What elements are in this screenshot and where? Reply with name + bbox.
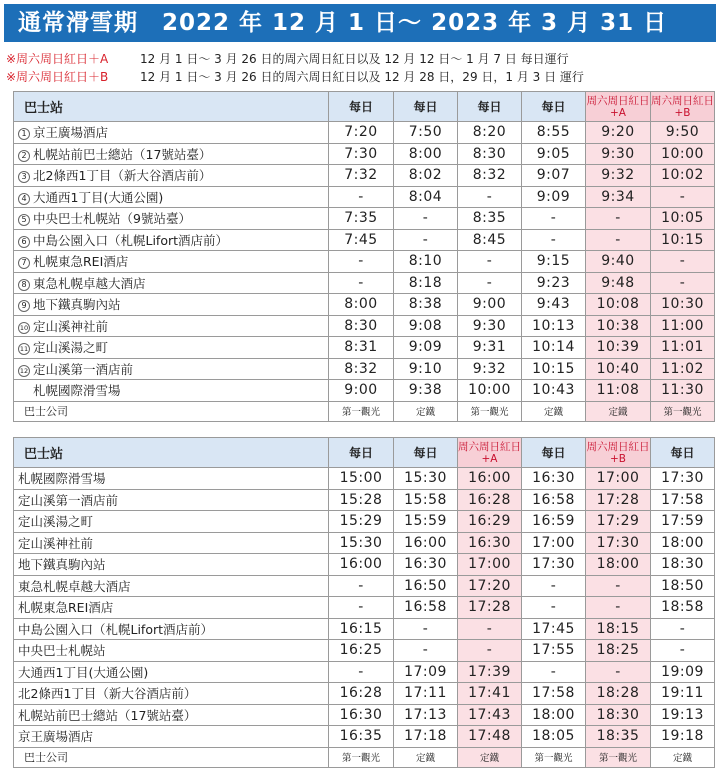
departure-time-cell: 18:00 bbox=[522, 704, 586, 726]
stop-name-cell bbox=[14, 704, 329, 726]
bus-company-cell: 定鐵 bbox=[458, 747, 522, 767]
stop-number-badge: 6 bbox=[18, 236, 30, 248]
departure-time-cell: - bbox=[586, 208, 651, 230]
departure-time-cell: - bbox=[458, 186, 522, 208]
stop-name-cell bbox=[14, 337, 329, 359]
stop-name: 札幌國際滑雪場 bbox=[18, 471, 106, 487]
table-row bbox=[14, 640, 715, 662]
departure-time-cell: - bbox=[329, 597, 394, 619]
service-column-header: 每日 bbox=[329, 92, 394, 122]
departure-time-cell: 9:40 bbox=[586, 251, 651, 273]
departure-time-cell: 7:45 bbox=[329, 229, 394, 251]
departure-time-cell: 10:00 bbox=[651, 143, 715, 165]
stop-name: 定山溪湯之町 bbox=[33, 340, 109, 356]
departure-time-cell: 9:23 bbox=[522, 272, 586, 294]
departure-time-cell: 16:35 bbox=[329, 726, 394, 748]
departure-time-cell: 18:30 bbox=[586, 704, 651, 726]
departure-time-cell: 17:18 bbox=[394, 726, 458, 748]
departure-time-cell: 9:34 bbox=[586, 186, 651, 208]
departure-time-cell: - bbox=[458, 640, 522, 662]
service-column-header: 每日 bbox=[651, 438, 715, 468]
departure-time-cell: 8:55 bbox=[522, 122, 586, 144]
stop-name: 定山溪湯之町 bbox=[18, 514, 94, 530]
departure-time-cell: - bbox=[586, 229, 651, 251]
departure-time-cell: - bbox=[522, 575, 586, 597]
stop-name-cell bbox=[14, 122, 329, 144]
stop-name: 東急札幌卓越大酒店 bbox=[33, 275, 146, 291]
departure-time-cell: 9:32 bbox=[586, 165, 651, 187]
stop-number-badge: 12 bbox=[19, 366, 29, 375]
departure-time-cell: 9:09 bbox=[522, 186, 586, 208]
stop-name-cell bbox=[14, 251, 329, 273]
departure-time-cell: 10:14 bbox=[522, 337, 586, 359]
departure-time-cell: 11:00 bbox=[651, 315, 715, 337]
departure-time-cell: 15:59 bbox=[394, 511, 458, 533]
departure-time-cell: 18:15 bbox=[586, 618, 651, 640]
stop-name: 定山溪第一酒店前 bbox=[33, 361, 134, 377]
departure-time-cell: 17:00 bbox=[522, 532, 586, 554]
stop-name-cell bbox=[14, 554, 329, 576]
stop-number-badge: 11 bbox=[19, 345, 29, 354]
stop-name-cell bbox=[14, 683, 329, 705]
departure-time-cell: 15:30 bbox=[329, 532, 394, 554]
departure-time-cell: 17:30 bbox=[586, 532, 651, 554]
departure-time-cell: 17:48 bbox=[458, 726, 522, 748]
departure-time-cell: 10:13 bbox=[522, 315, 586, 337]
bus-company-cell: 第一觀光 bbox=[586, 747, 651, 767]
stop-name: 中島公園入口（札幌Lifort酒店前） bbox=[33, 232, 229, 248]
stop-name: 地下鐵真駒內站 bbox=[18, 557, 106, 573]
departure-time-cell: 8:18 bbox=[394, 272, 458, 294]
departure-time-cell: 10:00 bbox=[458, 380, 522, 402]
departure-time-cell: 8:31 bbox=[329, 337, 394, 359]
departure-time-cell: 9:43 bbox=[522, 294, 586, 316]
table-row bbox=[14, 186, 715, 208]
departure-time-cell: - bbox=[329, 661, 394, 683]
stop-name: 中島公園入口（札幌Lifort酒店前） bbox=[18, 621, 214, 637]
departure-time-cell: 9:09 bbox=[394, 337, 458, 359]
note-b-text: 12 月 1 日～ 3 月 26 日的周六周日紅日以及 12 月 28 日，29 日，1 月 3 日 運行 bbox=[140, 70, 584, 84]
stop-number-badge: 1 bbox=[18, 128, 30, 140]
table-row bbox=[14, 229, 715, 251]
departure-time-cell: - bbox=[394, 229, 458, 251]
bus-company-cell: 第一觀光 bbox=[458, 401, 522, 421]
table-row bbox=[14, 554, 715, 576]
stop-number-badge: 10 bbox=[19, 323, 29, 332]
bus-company-row bbox=[14, 401, 715, 421]
stop-name: 札幌東急REI酒店 bbox=[18, 600, 114, 616]
departure-time-cell: 8:00 bbox=[394, 143, 458, 165]
departure-time-cell: 9:08 bbox=[394, 315, 458, 337]
note-b bbox=[6, 68, 716, 86]
stop-name: 地下鐵真駒內站 bbox=[33, 297, 121, 313]
departure-time-cell: 18:30 bbox=[651, 554, 715, 576]
service-column-header: 周六周日紅日 +B bbox=[651, 92, 715, 122]
departure-time-cell: 16:50 bbox=[394, 575, 458, 597]
departure-time-cell: - bbox=[394, 640, 458, 662]
departure-time-cell: 11:01 bbox=[651, 337, 715, 359]
service-column-header: 每日 bbox=[458, 92, 522, 122]
departure-time-cell: - bbox=[394, 208, 458, 230]
departure-time-cell: 17:59 bbox=[651, 511, 715, 533]
stop-name-cell bbox=[14, 165, 329, 187]
stop-name: 北2條西1丁目（新大谷酒店前） bbox=[18, 686, 197, 702]
stop-name-cell bbox=[14, 186, 329, 208]
stop-name-cell bbox=[14, 294, 329, 316]
departure-time-cell: 17:28 bbox=[458, 597, 522, 619]
departure-time-cell: 17:45 bbox=[522, 618, 586, 640]
departure-time-cell: 9:30 bbox=[586, 143, 651, 165]
table-row bbox=[14, 661, 715, 683]
departure-time-cell: 8:10 bbox=[394, 251, 458, 273]
departure-time-cell: 18:58 bbox=[651, 597, 715, 619]
departure-time-cell: - bbox=[458, 251, 522, 273]
departure-time-cell: 9:20 bbox=[586, 122, 651, 144]
stop-name-cell bbox=[14, 358, 329, 380]
departure-time-cell: 16:58 bbox=[394, 597, 458, 619]
stop-number-badge bbox=[18, 382, 30, 394]
stop-name-cell bbox=[14, 597, 329, 619]
departure-time-cell: 16:28 bbox=[458, 489, 522, 511]
stop-number-badge: 5 bbox=[18, 214, 30, 226]
table-row bbox=[14, 597, 715, 619]
bus-company-cell: 第一觀光 bbox=[522, 747, 586, 767]
departure-time-cell: 16:25 bbox=[329, 640, 394, 662]
departure-time-cell: 17:13 bbox=[394, 704, 458, 726]
departure-time-cell: 10:30 bbox=[651, 294, 715, 316]
departure-time-cell: - bbox=[586, 597, 651, 619]
departure-time-cell: 17:29 bbox=[586, 511, 651, 533]
departure-time-cell: 17:30 bbox=[522, 554, 586, 576]
table-row bbox=[14, 489, 715, 511]
stop-name: 京王廣場酒店 bbox=[33, 125, 109, 141]
departure-time-cell: 17:00 bbox=[458, 554, 522, 576]
stop-name-cell bbox=[14, 661, 329, 683]
departure-time-cell: 16:30 bbox=[329, 704, 394, 726]
departure-time-cell: 17:58 bbox=[522, 683, 586, 705]
departure-time-cell: 18:25 bbox=[586, 640, 651, 662]
departure-time-cell: 11:30 bbox=[651, 380, 715, 402]
stop-name: 札幌站前巴士總站（17號站臺） bbox=[33, 146, 212, 162]
note-a-text: 12 月 1 日～ 3 月 26 日的周六周日紅日以及 12 月 12 日～ 1 月 7 日 每日運行 bbox=[140, 52, 569, 66]
departure-time-cell: - bbox=[329, 575, 394, 597]
departure-time-cell: - bbox=[651, 640, 715, 662]
departure-time-cell: 10:40 bbox=[586, 358, 651, 380]
departure-time-cell: 9:00 bbox=[329, 380, 394, 402]
departure-time-cell: 17:11 bbox=[394, 683, 458, 705]
stop-name-cell bbox=[14, 575, 329, 597]
departure-time-cell: 16:00 bbox=[394, 532, 458, 554]
bus-company-cell: 定鐵 bbox=[586, 401, 651, 421]
departure-time-cell: 7:32 bbox=[329, 165, 394, 187]
departure-time-cell: - bbox=[394, 618, 458, 640]
bus-company-cell: 定鐵 bbox=[522, 401, 586, 421]
departure-time-cell: - bbox=[522, 208, 586, 230]
departure-time-cell: - bbox=[522, 597, 586, 619]
departure-time-cell: 8:45 bbox=[458, 229, 522, 251]
departure-time-cell: 8:00 bbox=[329, 294, 394, 316]
stop-name: 京王廣場酒店 bbox=[18, 729, 94, 745]
note-a bbox=[6, 50, 716, 68]
departure-time-cell: 9:32 bbox=[458, 358, 522, 380]
stop-name: 定山溪神社前 bbox=[33, 318, 109, 334]
departure-time-cell: - bbox=[651, 251, 715, 273]
page-title: 通常滑雪期 2022 年 12 月 1 日～ 2023 年 3 月 31 日 bbox=[4, 4, 716, 42]
departure-time-cell: 8:04 bbox=[394, 186, 458, 208]
departure-time-cell: 9:07 bbox=[522, 165, 586, 187]
stop-name: 中央巴士札幌站 bbox=[18, 643, 106, 659]
departure-time-cell: 16:58 bbox=[522, 489, 586, 511]
departure-time-cell: 17:20 bbox=[458, 575, 522, 597]
bus-company-label: 巴士公司 bbox=[14, 401, 329, 421]
departure-time-cell: 18:00 bbox=[586, 554, 651, 576]
stop-name: 定山溪第一酒店前 bbox=[18, 492, 119, 508]
service-column-header: 每日 bbox=[394, 92, 458, 122]
table-row bbox=[14, 683, 715, 705]
return-timetable bbox=[13, 437, 715, 768]
table-row bbox=[14, 165, 715, 187]
departure-time-cell: - bbox=[586, 661, 651, 683]
departure-time-cell: 9:31 bbox=[458, 337, 522, 359]
departure-time-cell: 9:50 bbox=[651, 122, 715, 144]
departure-time-cell: - bbox=[329, 272, 394, 294]
service-column-header: 周六周日紅日 +A bbox=[586, 92, 651, 122]
departure-time-cell: - bbox=[329, 186, 394, 208]
departure-time-cell: 17:43 bbox=[458, 704, 522, 726]
departure-time-cell: 16:30 bbox=[458, 532, 522, 554]
departure-time-cell: 10:08 bbox=[586, 294, 651, 316]
outbound-timetable bbox=[13, 91, 715, 422]
table-row bbox=[14, 143, 715, 165]
departure-time-cell: 11:08 bbox=[586, 380, 651, 402]
departure-time-cell: 8:30 bbox=[329, 315, 394, 337]
departure-time-cell: 9:30 bbox=[458, 315, 522, 337]
stop-name: 定山溪神社前 bbox=[18, 535, 94, 551]
stop-name-cell bbox=[14, 208, 329, 230]
note-b-label: ※周六周日紅日＋B bbox=[6, 70, 109, 84]
departure-time-cell: 9:05 bbox=[522, 143, 586, 165]
service-column-header: 周六周日紅日 +B bbox=[586, 438, 651, 468]
note-a-label: ※周六周日紅日＋A bbox=[6, 52, 109, 66]
table-row bbox=[14, 294, 715, 316]
table-row bbox=[14, 337, 715, 359]
stop-column-header: 巴士站 bbox=[14, 92, 329, 122]
stop-number-badge: 4 bbox=[18, 193, 30, 205]
bus-company-cell: 第一觀光 bbox=[329, 401, 394, 421]
departure-time-cell: 18:05 bbox=[522, 726, 586, 748]
departure-time-cell: 17:09 bbox=[394, 661, 458, 683]
table-row bbox=[14, 358, 715, 380]
departure-time-cell: 7:50 bbox=[394, 122, 458, 144]
departure-time-cell: 9:15 bbox=[522, 251, 586, 273]
stop-name: 大通西1丁目(大通公園) bbox=[33, 189, 164, 205]
departure-time-cell: 8:32 bbox=[458, 165, 522, 187]
departure-time-cell: - bbox=[522, 229, 586, 251]
bus-company-cell: 第一觀光 bbox=[329, 747, 394, 767]
departure-time-cell: 17:41 bbox=[458, 683, 522, 705]
departure-time-cell: 19:11 bbox=[651, 683, 715, 705]
departure-time-cell: - bbox=[329, 251, 394, 273]
table-row bbox=[14, 122, 715, 144]
stop-name: 北2條西1丁目（新大谷酒店前） bbox=[33, 168, 212, 184]
departure-time-cell: 8:02 bbox=[394, 165, 458, 187]
departure-time-cell: 16:59 bbox=[522, 511, 586, 533]
departure-time-cell: 9:10 bbox=[394, 358, 458, 380]
stop-name-cell bbox=[14, 489, 329, 511]
departure-time-cell: - bbox=[522, 661, 586, 683]
departure-time-cell: 10:15 bbox=[651, 229, 715, 251]
stop-name-cell bbox=[14, 229, 329, 251]
departure-time-cell: 18:00 bbox=[651, 532, 715, 554]
stop-name: 大通西1丁目(大通公園) bbox=[18, 664, 149, 680]
departure-time-cell: 16:00 bbox=[458, 468, 522, 490]
departure-time-cell: 8:38 bbox=[394, 294, 458, 316]
stop-name-cell bbox=[14, 532, 329, 554]
departure-time-cell: 11:02 bbox=[651, 358, 715, 380]
table-row bbox=[14, 511, 715, 533]
departure-time-cell: 7:30 bbox=[329, 143, 394, 165]
table-row bbox=[14, 704, 715, 726]
departure-time-cell: - bbox=[651, 618, 715, 640]
departure-time-cell: 9:00 bbox=[458, 294, 522, 316]
table-row bbox=[14, 532, 715, 554]
stop-name: 札幌東急REI酒店 bbox=[33, 254, 129, 270]
table-row bbox=[14, 315, 715, 337]
departure-time-cell: - bbox=[651, 272, 715, 294]
stop-name-cell bbox=[14, 272, 329, 294]
stop-name-cell bbox=[14, 468, 329, 490]
departure-time-cell: 17:28 bbox=[586, 489, 651, 511]
service-notes bbox=[6, 50, 716, 86]
departure-time-cell: - bbox=[458, 618, 522, 640]
stop-name-cell bbox=[14, 380, 329, 402]
table-row bbox=[14, 251, 715, 273]
bus-company-label: 巴士公司 bbox=[14, 747, 329, 767]
departure-time-cell: - bbox=[651, 186, 715, 208]
departure-time-cell: 10:39 bbox=[586, 337, 651, 359]
stop-name: 東急札幌卓越大酒店 bbox=[18, 578, 131, 594]
stop-number-badge: 7 bbox=[18, 257, 30, 269]
departure-time-cell: 8:32 bbox=[329, 358, 394, 380]
departure-time-cell: 10:02 bbox=[651, 165, 715, 187]
table-row bbox=[14, 208, 715, 230]
header-row bbox=[14, 92, 715, 122]
table-row bbox=[14, 575, 715, 597]
stop-name-cell bbox=[14, 143, 329, 165]
departure-time-cell: 15:30 bbox=[394, 468, 458, 490]
stop-name-cell bbox=[14, 618, 329, 640]
departure-time-cell: 18:28 bbox=[586, 683, 651, 705]
departure-time-cell: 16:15 bbox=[329, 618, 394, 640]
departure-time-cell: 16:30 bbox=[522, 468, 586, 490]
stop-name-cell bbox=[14, 640, 329, 662]
stop-name-cell bbox=[14, 511, 329, 533]
stop-name: 中央巴士札幌站（9號站臺） bbox=[33, 211, 191, 227]
departure-time-cell: 8:35 bbox=[458, 208, 522, 230]
departure-time-cell: 8:30 bbox=[458, 143, 522, 165]
stop-number-badge: 3 bbox=[18, 171, 30, 183]
departure-time-cell: 9:48 bbox=[586, 272, 651, 294]
stop-number-badge: 9 bbox=[18, 300, 30, 312]
table-row bbox=[14, 272, 715, 294]
departure-time-cell: 10:05 bbox=[651, 208, 715, 230]
service-column-header: 每日 bbox=[394, 438, 458, 468]
departure-time-cell: 17:00 bbox=[586, 468, 651, 490]
service-column-header: 每日 bbox=[329, 438, 394, 468]
bus-company-cell: 定鐵 bbox=[651, 747, 715, 767]
table-row bbox=[14, 468, 715, 490]
departure-time-cell: 16:30 bbox=[394, 554, 458, 576]
departure-time-cell: - bbox=[458, 272, 522, 294]
service-column-header: 每日 bbox=[522, 438, 586, 468]
stop-number-badge: 8 bbox=[18, 279, 30, 291]
stop-name: 札幌國際滑雪場 bbox=[33, 383, 121, 399]
departure-time-cell: 16:29 bbox=[458, 511, 522, 533]
stop-number-badge: 2 bbox=[18, 150, 30, 162]
departure-time-cell: 19:09 bbox=[651, 661, 715, 683]
table-row bbox=[14, 726, 715, 748]
departure-time-cell: 15:28 bbox=[329, 489, 394, 511]
departure-time-cell: 8:20 bbox=[458, 122, 522, 144]
departure-time-cell: 18:35 bbox=[586, 726, 651, 748]
bus-company-row bbox=[14, 747, 715, 767]
stop-name: 札幌站前巴士總站（17號站臺） bbox=[18, 707, 197, 723]
departure-time-cell: 10:15 bbox=[522, 358, 586, 380]
departure-time-cell: 7:35 bbox=[329, 208, 394, 230]
departure-time-cell: 16:00 bbox=[329, 554, 394, 576]
bus-company-cell: 第一觀光 bbox=[651, 401, 715, 421]
departure-time-cell: 17:55 bbox=[522, 640, 586, 662]
stop-name-cell bbox=[14, 726, 329, 748]
service-column-header: 每日 bbox=[522, 92, 586, 122]
service-column-header: 周六周日紅日 +A bbox=[458, 438, 522, 468]
departure-time-cell: 17:39 bbox=[458, 661, 522, 683]
departure-time-cell: 15:00 bbox=[329, 468, 394, 490]
stop-column-header: 巴士站 bbox=[14, 438, 329, 468]
departure-time-cell: 10:43 bbox=[522, 380, 586, 402]
departure-time-cell: 19:13 bbox=[651, 704, 715, 726]
departure-time-cell: 9:38 bbox=[394, 380, 458, 402]
table-row bbox=[14, 618, 715, 640]
departure-time-cell: 10:38 bbox=[586, 315, 651, 337]
stop-name-cell bbox=[14, 315, 329, 337]
header-row bbox=[14, 438, 715, 468]
bus-company-cell: 定鐵 bbox=[394, 747, 458, 767]
departure-time-cell: 15:29 bbox=[329, 511, 394, 533]
departure-time-cell: 17:30 bbox=[651, 468, 715, 490]
departure-time-cell: 19:18 bbox=[651, 726, 715, 748]
bus-company-cell: 定鐵 bbox=[394, 401, 458, 421]
departure-time-cell: 16:28 bbox=[329, 683, 394, 705]
departure-time-cell: - bbox=[586, 575, 651, 597]
departure-time-cell: 15:58 bbox=[394, 489, 458, 511]
departure-time-cell: 18:50 bbox=[651, 575, 715, 597]
table-row bbox=[14, 380, 715, 402]
departure-time-cell: 7:20 bbox=[329, 122, 394, 144]
departure-time-cell: 17:58 bbox=[651, 489, 715, 511]
